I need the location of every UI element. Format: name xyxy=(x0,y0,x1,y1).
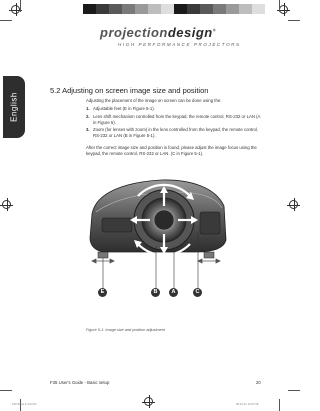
registration-mark-left xyxy=(2,200,11,209)
color-swatch xyxy=(122,4,135,14)
crop-mark xyxy=(0,20,12,21)
callout-a: A xyxy=(169,288,178,297)
list-number: 3. xyxy=(86,127,90,132)
crop-mark xyxy=(279,399,280,411)
color-swatch xyxy=(252,4,265,14)
list-number: 1. xyxy=(86,106,90,111)
callout-b: B xyxy=(151,288,160,297)
lens-center xyxy=(154,210,174,230)
color-swatch xyxy=(109,4,122,14)
footer-title: F35 User's Guide - Basic setup xyxy=(50,380,110,385)
color-swatch xyxy=(226,4,239,14)
list-item-text: Zoom (for lenses with zoom) in the lens controlled from the keypad, the remote control, xyxy=(93,127,259,132)
list-item-text: RS-232 or LAN (B in Figure 5-1). xyxy=(93,132,156,138)
brand-logo: projectiondesign® xyxy=(100,25,217,40)
color-swatch xyxy=(239,4,252,14)
brand-tagline: HIGH PERFORMANCE PROJECTORS xyxy=(118,42,241,47)
figure-caption: Figure 5-1: Image size and position adjustment xyxy=(86,328,165,332)
crop-mark xyxy=(0,390,12,391)
color-swatch xyxy=(135,4,148,14)
color-swatch xyxy=(148,4,161,14)
registration-mark-bottom xyxy=(144,397,153,406)
list-number: 2. xyxy=(86,114,90,119)
after-paragraph-line: keypad, the remote control, RS-232 or LAN. (C in Figure 5-1). xyxy=(86,150,204,156)
list-item-text: in Figure 5). xyxy=(93,119,116,125)
print-slug-file: F35 Book 2.indd 20 xyxy=(12,402,37,406)
color-swatch xyxy=(174,4,187,14)
registration-mark-top-left xyxy=(11,5,20,14)
color-swatch xyxy=(96,4,109,14)
color-swatch xyxy=(213,4,226,14)
color-calibration-strip xyxy=(83,4,265,14)
callout-e: E xyxy=(98,288,107,297)
crop-mark xyxy=(288,390,300,391)
after-paragraph-line: After the correct image size and position is found, please adjust the image focus using the xyxy=(86,145,257,150)
intro-paragraph: Adjusting the placement of the image on screen can be done using the: xyxy=(86,98,222,103)
list-item-text: Lens shift mechanism controlled from the keypad, the remote control, RS-232 or LAN (A xyxy=(93,114,261,119)
print-slug-date: 08.10.11 13:07:08 xyxy=(236,402,259,406)
language-tab xyxy=(3,76,25,138)
projector-figure xyxy=(86,162,232,292)
vent-grille xyxy=(102,218,132,232)
color-swatch xyxy=(161,4,174,14)
color-swatch xyxy=(83,4,96,14)
side-panel xyxy=(200,212,220,234)
adjustable-foot-right xyxy=(204,252,214,258)
callout-c: C xyxy=(193,288,202,297)
language-tab-label: English xyxy=(9,92,19,122)
crop-mark xyxy=(279,0,280,12)
section-heading: 5.2 Adjusting on screen image size and position xyxy=(50,86,209,95)
adjustable-foot-left xyxy=(98,252,108,258)
crop-mark xyxy=(288,20,300,21)
color-swatch xyxy=(200,4,213,14)
list-item-text: Adjustable feet (E in Figure 5-1). xyxy=(93,106,155,111)
crop-mark xyxy=(20,0,21,12)
color-swatch xyxy=(187,4,200,14)
registration-mark-right xyxy=(289,200,298,209)
page-number: 20 xyxy=(256,380,261,385)
registration-mark-top-right xyxy=(279,5,288,14)
